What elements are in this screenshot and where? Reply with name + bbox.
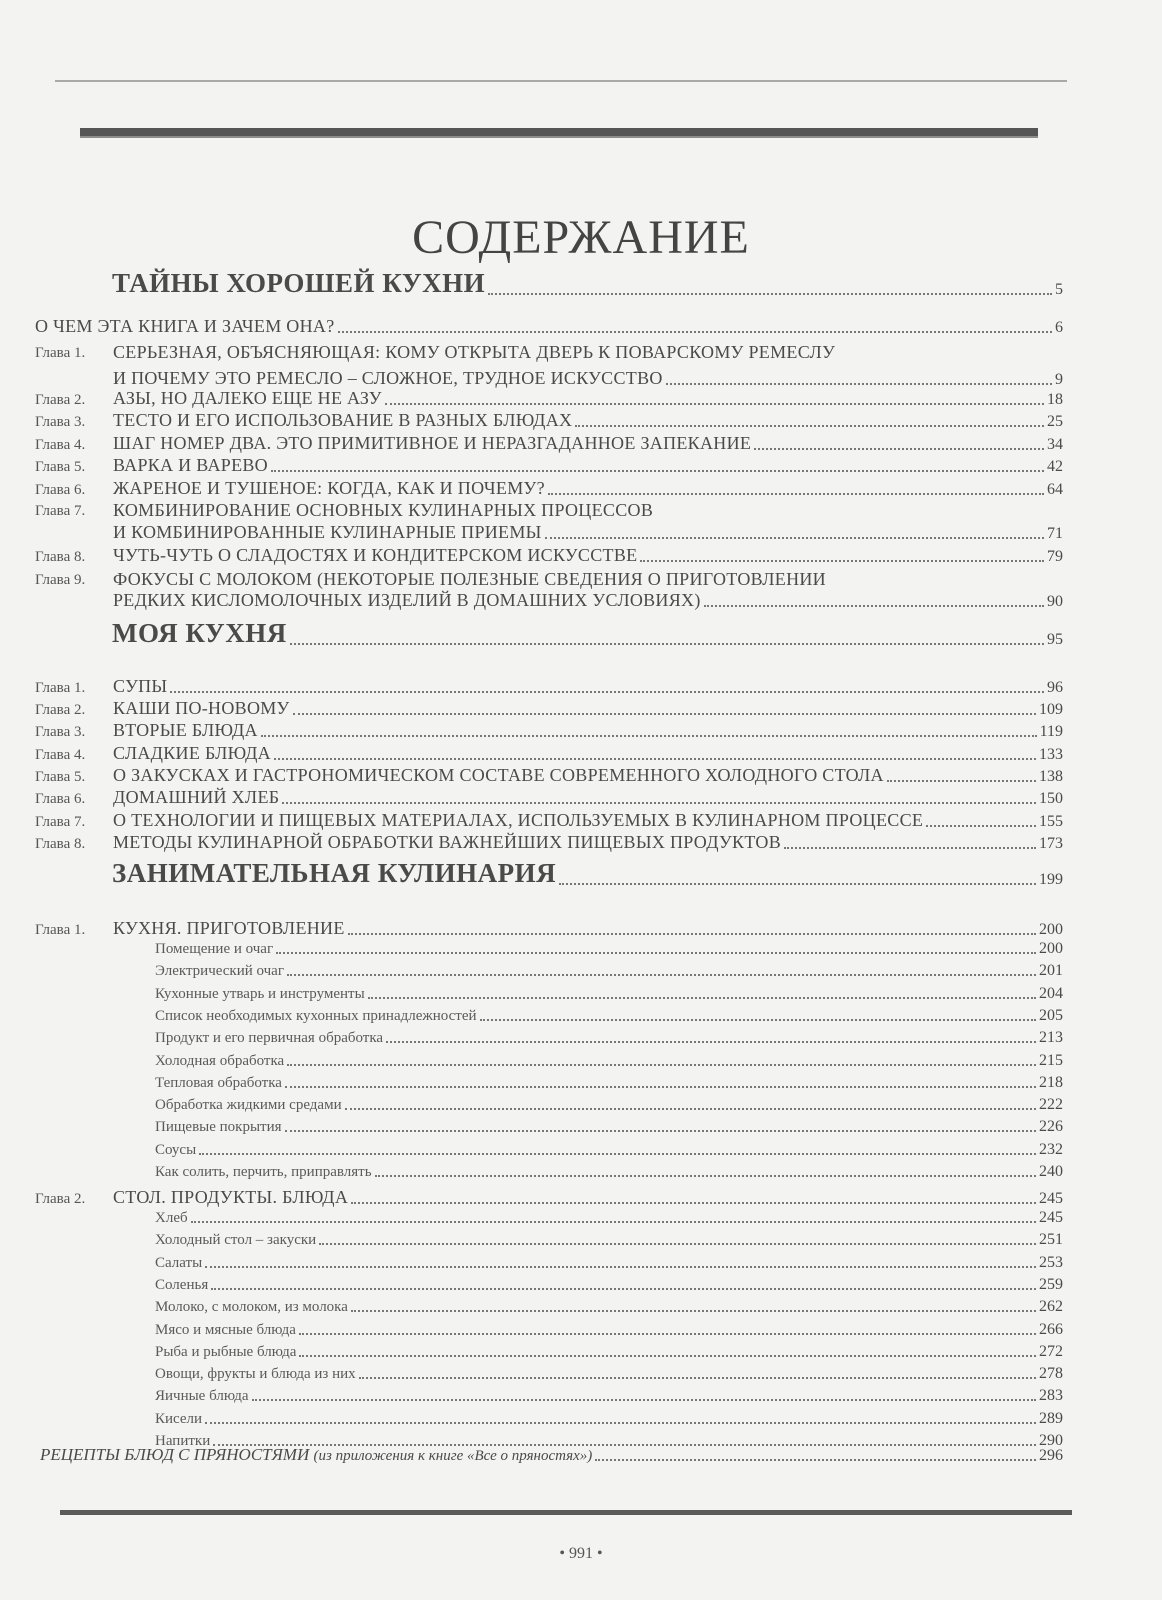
chapter-label: Глава 5. (35, 769, 86, 785)
entry-title: Молоко, с молоком, из молока (155, 1299, 348, 1316)
subsection-entry[interactable] (155, 1052, 1063, 1070)
entry-page: 245 (1039, 1190, 1063, 1207)
entry-page: 259 (1039, 1275, 1063, 1293)
entry-page: 5 (1055, 281, 1063, 298)
entry-page: 96 (1047, 679, 1063, 696)
entry-page: 155 (1039, 813, 1063, 830)
leader-dots (290, 642, 1044, 645)
entry-title: АЗЫ, НО ДАЛЕКО ЕЩЕ НЕ АЗУ (113, 388, 382, 408)
entry-page: 215 (1039, 1051, 1063, 1069)
entry-title: Тепловая обработка (155, 1074, 282, 1091)
entry-page: 199 (1039, 871, 1063, 888)
entry-title: ШАГ НОМЕР ДВА. ЭТО ПРИМИТИВНОЕ И НЕРАЗГАДАННОЕ ЗАПЕКАНИЕ (113, 433, 752, 453)
entry-page: 109 (1039, 701, 1063, 718)
subsection-entry[interactable] (155, 1118, 1063, 1136)
chapter-label: Глава 4. (35, 747, 86, 763)
leader-dots (205, 1421, 1036, 1424)
entry-title: СЛАДКИЕ БЛЮДА (113, 743, 271, 763)
entry-page: 289 (1039, 1409, 1063, 1427)
chapter-entry[interactable] (35, 765, 1063, 786)
page-title: СОДЕРЖАНИЕ (412, 211, 750, 265)
subsection-entry[interactable] (155, 1163, 1063, 1181)
leader-dots (666, 382, 1052, 385)
subsection-entry[interactable] (155, 985, 1063, 1003)
subsection-entry[interactable] (155, 1276, 1063, 1294)
chapter-entry[interactable] (35, 720, 1063, 741)
chapter-label: Глава 3. (35, 724, 86, 740)
leader-dots (319, 1242, 1036, 1245)
leader-dots (385, 402, 1044, 405)
chapter-entry[interactable] (35, 676, 1063, 697)
entry-title: СТОЛ. ПРОДУКТЫ. БЛЮДА (113, 1187, 349, 1207)
chapter-entry[interactable] (35, 545, 1063, 566)
leader-dots (191, 1220, 1036, 1223)
entry-page: 79 (1047, 548, 1063, 565)
leader-dots (548, 492, 1044, 495)
entry-page: 90 (1047, 593, 1063, 610)
entry-page: 253 (1039, 1253, 1063, 1271)
entry-title: О ЧЕМ ЭТА КНИГА И ЗАЧЕМ ОНА? (35, 316, 335, 336)
chapter-entry[interactable] (35, 787, 1063, 808)
entry-page: 204 (1039, 984, 1063, 1002)
entry-page: 272 (1039, 1342, 1063, 1360)
subsection-entry[interactable] (155, 1209, 1063, 1227)
entry-page: 119 (1039, 723, 1063, 740)
entry-page: 173 (1039, 835, 1063, 852)
chapter-label: Глава 4. (35, 437, 86, 453)
entry-page: 205 (1039, 1006, 1063, 1024)
entry-page: 232 (1039, 1140, 1063, 1158)
entry-title: КУХНЯ. ПРИГОТОВЛЕНИЕ (113, 918, 345, 938)
leader-dots (287, 973, 1036, 976)
chapter-label: Глава 3. (35, 414, 86, 430)
leader-dots (488, 292, 1052, 295)
page-number: • 991 • (559, 1545, 603, 1562)
appendix-entry[interactable] (40, 1445, 1063, 1465)
chapter-entry[interactable] (35, 455, 1063, 476)
chapter-entry[interactable] (113, 590, 1063, 611)
subsection-entry[interactable] (155, 1410, 1063, 1428)
chapter-entry[interactable] (35, 433, 1063, 454)
chapter-label: Глава 7. (35, 503, 86, 519)
entry-title: Как солить, перчить, приправлять (155, 1164, 372, 1180)
chapter-label: Глава 1. (35, 345, 86, 361)
subsection-entry[interactable] (155, 1365, 1063, 1383)
subsection-entry[interactable] (155, 940, 1063, 958)
entry-title: О ЗАКУСКАХ И ГАСТРОНОМИЧЕСКОМ СОСТАВЕ СОВРЕМЕННОГО ХОЛОДНОГО СТОЛА (113, 765, 884, 785)
entry-title: МЕТОДЫ КУЛИНАРНОЙ ОБРАБОТКИ ВАЖНЕЙШИХ ПИЩЕВЫХ ПРОДУКТОВ (113, 832, 782, 852)
leader-dots (285, 1085, 1036, 1088)
leader-dots (261, 734, 1037, 737)
entry-page: 296 (1039, 1447, 1063, 1464)
subsection-entry[interactable] (155, 1007, 1063, 1025)
entry-title: ВАРКА И ВАРЕВО (113, 455, 268, 475)
appendix-title (40, 1445, 592, 1465)
entry-title: Кисели (155, 1410, 203, 1427)
entry-page: 213 (1039, 1029, 1063, 1047)
leader-dots (205, 1265, 1036, 1268)
entry-title: Электрический очаг (155, 963, 284, 980)
entry-page: 226 (1039, 1118, 1063, 1136)
leader-dots (359, 1376, 1036, 1379)
entry-title: Напитки (155, 1433, 211, 1449)
entry-title: Мясо и мясные блюда (155, 1321, 296, 1338)
leader-dots (299, 1332, 1036, 1335)
leader-dots (784, 846, 1036, 849)
leader-dots (274, 757, 1036, 760)
entry-title: Яичные блюда (155, 1388, 249, 1405)
entry-page: 150 (1039, 790, 1063, 807)
chapter-entry[interactable] (35, 698, 1063, 719)
chapter-entry[interactable] (113, 522, 1063, 543)
entry-page: 290 (1039, 1432, 1063, 1449)
entry-page: 278 (1039, 1365, 1063, 1383)
chapter-entry[interactable] (35, 1187, 1063, 1208)
leader-dots (170, 690, 1044, 693)
entry-page: 64 (1047, 481, 1063, 498)
chapter-label: Глава 8. (35, 549, 86, 565)
entry-title: Салаты (155, 1254, 203, 1271)
leader-dots (252, 1398, 1036, 1401)
chapter-entry[interactable] (35, 410, 1063, 431)
entry-page: 138 (1039, 768, 1063, 785)
chapter-label: Глава 1. (35, 680, 86, 696)
entry-title: ВТОРЫЕ БЛЮДА (113, 720, 258, 740)
entry-page: 71 (1047, 525, 1063, 542)
subsection-entry[interactable] (155, 1141, 1063, 1159)
subsection-entry[interactable] (155, 1387, 1063, 1405)
entry-page: 200 (1039, 940, 1063, 957)
chapter-entry[interactable] (35, 918, 1063, 939)
leader-dots (575, 424, 1044, 427)
leader-dots (351, 1309, 1036, 1312)
leader-dots (754, 447, 1044, 450)
leader-dots (299, 1354, 1036, 1357)
entry-page: 25 (1047, 413, 1063, 430)
entry-page: 34 (1047, 436, 1063, 453)
entry-title: Обработка жидкими средами (155, 1097, 342, 1114)
section-heading[interactable] (112, 268, 1063, 299)
entry-title: Соусы (155, 1141, 197, 1158)
leader-dots (559, 882, 1036, 885)
subsection-entry[interactable] (155, 1321, 1063, 1339)
entry-title: СУПЫ (113, 676, 168, 696)
chapter-label: Глава 6. (35, 482, 86, 498)
entry-title: КАШИ ПО-НОВОМУ (113, 698, 290, 718)
top-thick-rule (80, 128, 1038, 138)
leader-dots (338, 330, 1053, 333)
chapter-label: Глава 1. (35, 922, 86, 938)
leader-dots (375, 1174, 1036, 1177)
leader-dots (282, 801, 1036, 804)
entry-title: Холодный стол – закуски (155, 1232, 317, 1249)
entry-page: 9 (1055, 371, 1063, 388)
entry-title: Хлеб (155, 1210, 188, 1226)
entry-title: И ПОЧЕМУ ЭТО РЕМЕСЛО – СЛОЖНОЕ, ТРУДНОЕ ИСКУССТВО (113, 368, 663, 388)
chapter-title-line1[interactable]: СЕРЬЕЗНАЯ, ОБЪЯСНЯЮЩАЯ: КОМУ ОТКРЫТА ДВЕРЬ К ПОВАРСКОМУ РЕМЕСЛУ (113, 342, 836, 362)
leader-dots (211, 1287, 1036, 1290)
chapter-entry[interactable] (35, 743, 1063, 764)
leader-dots (480, 1018, 1036, 1021)
leader-dots (276, 951, 1036, 954)
leader-dots (285, 1129, 1036, 1132)
entry-title: РЕДКИХ КИСЛОМОЛОЧНЫХ ИЗДЕЛИЙ В ДОМАШНИХ УСЛОВИЯХ) (113, 590, 701, 610)
entry-title: Рыба и рыбные блюда (155, 1343, 297, 1360)
chapter-label: Глава 2. (35, 1191, 86, 1207)
entry-title: Помещение и очаг (155, 941, 274, 957)
subsection-entry[interactable] (155, 962, 1063, 980)
leader-dots (368, 996, 1036, 999)
subsection-entry[interactable] (155, 1343, 1063, 1361)
entry-title: Овощи, фрукты и блюда из них (155, 1366, 356, 1383)
chapter-entry[interactable] (35, 478, 1063, 499)
chapter-label: Глава 8. (35, 836, 86, 852)
chapter-label: Глава 9. (35, 572, 86, 588)
entry-title: И КОМБИНИРОВАННЫЕ КУЛИНАРНЫЕ ПРИЕМЫ (113, 522, 542, 542)
entry-title: Список необходимых кухонных принадлежностей (155, 1007, 477, 1024)
entry-title: ТАЙНЫ ХОРОШЕЙ КУХНИ (112, 268, 486, 298)
leader-dots (386, 1040, 1036, 1043)
leader-dots (348, 932, 1036, 935)
entry-page: 283 (1039, 1387, 1063, 1405)
entry-page: 133 (1039, 746, 1063, 763)
subsection-entry[interactable] (155, 1029, 1063, 1047)
chapter-label: Глава 6. (35, 791, 86, 807)
entry-page: 262 (1039, 1298, 1063, 1316)
section-heading[interactable] (112, 858, 1063, 889)
subsection-entry[interactable] (155, 1254, 1063, 1272)
entry-title: Пищевые покрытия (155, 1119, 282, 1136)
entry-title: ЧУТЬ-ЧУТЬ О СЛАДОСТЯХ И КОНДИТЕРСКОМ ИСКУССТВЕ (113, 545, 638, 565)
leader-dots (640, 559, 1044, 562)
entry-page: 200 (1039, 921, 1063, 938)
chapter-label: Глава 2. (35, 702, 86, 718)
entry-page: 18 (1047, 391, 1063, 408)
leader-dots (926, 824, 1036, 827)
subsection-entry[interactable] (155, 1231, 1063, 1249)
chapter-title-line1[interactable]: КОМБИНИРОВАНИЕ ОСНОВНЫХ КУЛИНАРНЫХ ПРОЦЕССОВ (113, 500, 654, 520)
chapter-label: Глава 2. (35, 392, 86, 408)
chapter-title-line1[interactable]: ФОКУСЫ С МОЛОКОМ (НЕКОТОРЫЕ ПОЛЕЗНЫЕ СВЕДЕНИЯ О ПРИГОТОВЛЕНИИ (113, 569, 826, 589)
subsection-entry[interactable] (155, 1298, 1063, 1316)
entry-title: Соленья (155, 1276, 209, 1293)
entry-title: Продукт и его первичная обработка (155, 1030, 384, 1047)
subsection-entry[interactable] (155, 1096, 1063, 1114)
appendix-title-text: РЕЦЕПТЫ БЛЮД С ПРЯНОСТЯМИ (40, 1445, 310, 1464)
chapter-label: Глава 5. (35, 459, 86, 475)
entry-page: 218 (1039, 1073, 1063, 1091)
entry-page: 245 (1039, 1209, 1063, 1226)
intro-entry[interactable] (35, 316, 1063, 337)
leader-dots (345, 1107, 1036, 1110)
entry-title: ТЕСТО И ЕГО ИСПОЛЬЗОВАНИЕ В РАЗНЫХ БЛЮДАХ (113, 410, 573, 430)
entry-page: 95 (1047, 631, 1063, 648)
leader-dots (595, 1458, 1036, 1461)
leader-dots (199, 1152, 1036, 1155)
leader-dots (293, 712, 1036, 715)
chapter-label: Глава 7. (35, 814, 86, 830)
leader-dots (887, 779, 1036, 782)
entry-page: 42 (1047, 458, 1063, 475)
entry-title: ЗАНИМАТЕЛЬНАЯ КУЛИНАРИЯ (112, 858, 557, 888)
entry-title: МОЯ КУХНЯ (112, 618, 287, 648)
leader-dots (351, 1201, 1036, 1204)
entry-title: ДОМАШНИЙ ХЛЕБ (113, 787, 280, 807)
entry-page: 251 (1039, 1231, 1063, 1249)
entry-page: 240 (1039, 1163, 1063, 1180)
entry-title: Кухонные утварь и инструменты (155, 985, 365, 1002)
entry-title: О ТЕХНОЛОГИИ И ПИЩЕВЫХ МАТЕРИАЛАХ, ИСПОЛЬЗУЕМЫХ В КУЛИНАРНОМ ПРОЦЕССЕ (113, 810, 924, 830)
entry-page: 6 (1055, 319, 1063, 336)
bottom-rule (60, 1510, 1072, 1515)
entry-title: ЖАРЕНОЕ И ТУШЕНОЕ: КОГДА, КАК И ПОЧЕМУ? (113, 478, 545, 498)
section-heading[interactable] (112, 618, 1063, 649)
appendix-note: (из приложения к книге «Все о пряностях») (313, 1448, 593, 1464)
entry-title: Холодная обработка (155, 1052, 285, 1069)
chapter-entry[interactable] (113, 368, 1063, 389)
leader-dots (545, 536, 1044, 539)
leader-dots (287, 1063, 1036, 1066)
top-thin-rule (55, 80, 1067, 82)
entry-page: 266 (1039, 1320, 1063, 1338)
leader-dots (704, 604, 1044, 607)
subsection-entry[interactable] (155, 1074, 1063, 1092)
entry-page: 201 (1039, 962, 1063, 980)
chapter-entry[interactable] (35, 832, 1063, 853)
entry-page: 222 (1039, 1096, 1063, 1114)
leader-dots (271, 469, 1044, 472)
chapter-entry[interactable] (35, 810, 1063, 831)
chapter-entry[interactable] (35, 388, 1063, 409)
